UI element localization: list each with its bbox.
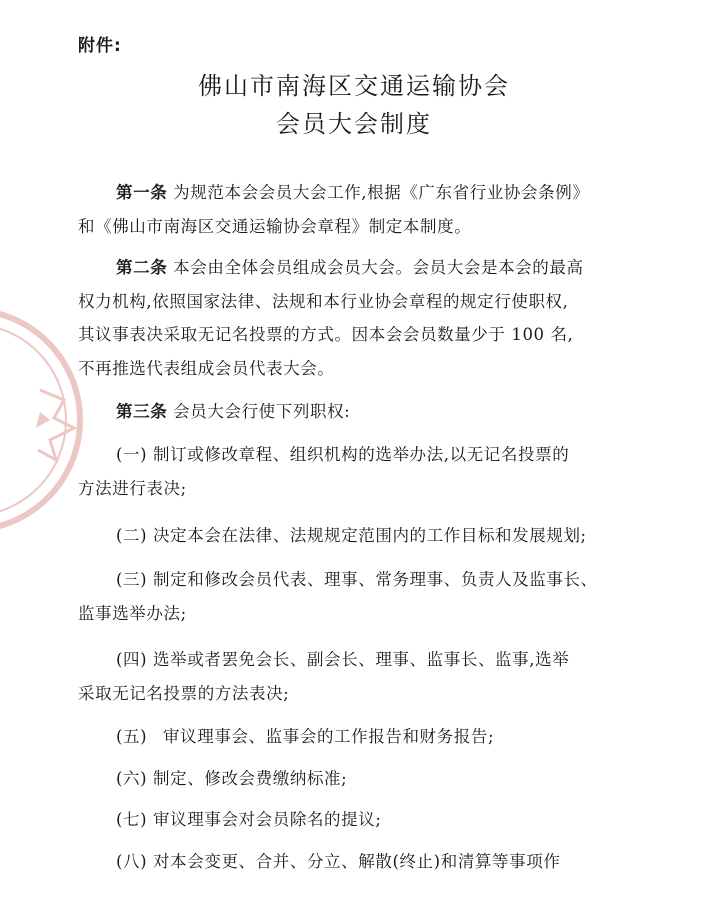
- item-4-number: (四): [116, 650, 148, 669]
- item-2-number: (二): [116, 526, 148, 545]
- list-item: [78, 563, 638, 630]
- document-title-line1: 佛山市南海区交通运输协会: [198, 72, 510, 100]
- item-8-number: (八): [116, 852, 148, 871]
- article-2-text-line3: 其议事表决采取无记名投票的方式。因本会会员数量少于 100 名,: [78, 325, 574, 344]
- document-title-line2: 会员大会制度: [276, 110, 432, 138]
- article-3-head: 第三条: [116, 402, 168, 421]
- list-item: [78, 803, 638, 837]
- item-2-text-line1: 决定本会在法律、法规规定范围内的工作目标和发展规划;: [153, 526, 587, 545]
- item-3-text-line1: 制定和修改会员代表、理事、常务理事、负责人及监事长、: [153, 570, 598, 589]
- list-item: [78, 762, 638, 796]
- list-item: [78, 720, 638, 754]
- item-8-text-line1: 对本会变更、合并、分立、解散(终止)和清算等事项作: [153, 852, 561, 871]
- item-1-number: (一): [116, 445, 148, 464]
- article-2-head: 第二条: [116, 258, 168, 277]
- item-7-text-line1: 审议理事会对会员除名的提议;: [153, 810, 382, 829]
- article-2: [78, 251, 638, 385]
- official-seal-icon: [0, 300, 90, 540]
- item-7-number: (七): [116, 810, 148, 829]
- item-5-text-line1: 审议理事会、监事会的工作报告和财务报告;: [163, 727, 495, 746]
- item-5-number: (五): [116, 727, 148, 746]
- item-1-text-line1: 制订或修改章程、组织机构的选举办法,以无记名投票的: [153, 445, 570, 464]
- article-1-text-line2: 和《佛山市南海区交通运输协会章程》制定本制度。: [78, 216, 472, 236]
- list-item: [78, 845, 638, 879]
- article-1-text-line1: 为规范本会会员大会工作,根据《广东省行业协会条例》: [173, 183, 590, 202]
- article-2-text-line1: 本会由全体会员组成会员大会。会员大会是本会的最高: [173, 258, 584, 277]
- item-3-text-line2: 监事选举办法;: [78, 603, 187, 623]
- item-6-text-line1: 制定、修改会费缴纳标准;: [153, 769, 348, 788]
- list-item: [78, 438, 638, 505]
- list-item: [78, 519, 638, 553]
- list-item: [78, 643, 638, 710]
- article-2-text-line2: 权力机构,依照国家法律、法规和本行业协会章程的规定行使职权,: [78, 291, 569, 311]
- article-1-head: 第一条: [116, 183, 168, 202]
- item-4-text-line1: 选举或者罢免会长、副会长、理事、监事长、监事,选举: [153, 650, 570, 669]
- article-1: [78, 176, 638, 243]
- article-3: [78, 395, 638, 429]
- item-3-number: (三): [116, 570, 148, 589]
- item-6-number: (六): [116, 769, 148, 788]
- article-3-text-line1: 会员大会行使下列职权:: [173, 402, 351, 421]
- attachment-label: 附件:: [78, 36, 122, 56]
- item-4-text-line2: 采取无记名投票的方法表决;: [78, 683, 290, 703]
- article-2-text-line4: 不再推选代表组成会员代表大会。: [78, 358, 335, 378]
- item-1-text-line2: 方法进行表决;: [78, 478, 187, 498]
